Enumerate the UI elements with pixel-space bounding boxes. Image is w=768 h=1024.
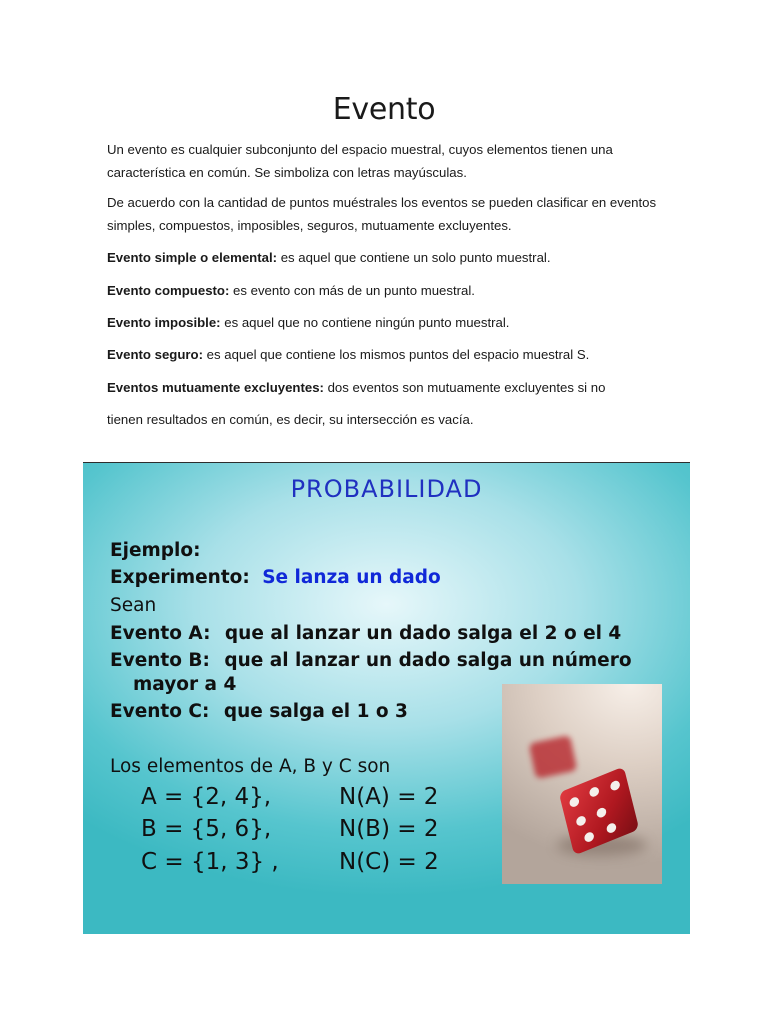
definition-text: es evento con más de un punto muestral. xyxy=(229,283,475,298)
experimento-value: Se lanza un dado xyxy=(262,567,441,588)
definition-text: es aquel que contiene un solo punto muestral. xyxy=(277,250,551,265)
set-a: A = {2, 4}, xyxy=(141,784,272,810)
page-title: Evento xyxy=(332,92,436,127)
definition-term: Eventos mutuamente excluyentes: xyxy=(107,380,324,395)
experimento-label: Experimento: xyxy=(110,567,250,588)
evento-b-text: que al lanzar un dado salga un número xyxy=(224,650,632,671)
definition-imposible xyxy=(107,312,667,335)
dice-photo xyxy=(502,684,662,884)
slide-experimento xyxy=(110,567,441,588)
cardinality-b: N(B) = 2 xyxy=(339,816,439,842)
evento-b-label: Evento B: xyxy=(110,650,210,671)
definition-term: Evento simple o elemental: xyxy=(107,250,278,265)
slide-sean: Sean xyxy=(110,595,157,616)
slide-ejemplo: Ejemplo: xyxy=(110,540,201,561)
definition-excluyentes-continuation: tienen resultados en común, es decir, su intersección es vacía. xyxy=(107,412,474,427)
cardinality-a: N(A) = 2 xyxy=(339,784,439,810)
definition-text: dos eventos son mutuamente excluyentes si no xyxy=(323,380,606,395)
definition-excluyentes xyxy=(107,377,667,400)
cardinality-c: N(C) = 2 xyxy=(339,849,439,875)
evento-c-text: que salga el 1 o 3 xyxy=(223,701,408,722)
definition-text: es aquel que no contiene ningún punto muestral. xyxy=(220,315,510,330)
definition-term: Evento seguro: xyxy=(107,347,203,362)
slide-evento-b-continuation: mayor a 4 xyxy=(133,674,237,695)
paragraph-classification: De acuerdo con la cantidad de puntos muéstrales los eventos se pueden clasificar en eventos simples, compuestos, imposibles, seguros, mutuamente excluyentes. xyxy=(107,195,657,233)
definition-term: Evento imposible: xyxy=(107,315,221,330)
paragraph-intro: Un evento es cualquier subconjunto del espacio muestral, cuyos elementos tienen una característica en común. Se simboliza con letras mayúsculas. xyxy=(107,142,613,180)
definition-text: es aquel que contiene los mismos puntos del espacio muestral S. xyxy=(203,347,590,362)
evento-a-text: que al lanzar un dado salga el 2 o el 4 xyxy=(224,623,622,644)
slide-title: PROBABILIDAD xyxy=(290,475,483,503)
definition-term: Evento compuesto: xyxy=(107,283,230,298)
evento-a-label: Evento A: xyxy=(110,623,211,644)
set-b: B = {5, 6}, xyxy=(141,816,272,842)
definition-seguro xyxy=(107,344,667,367)
slide-elementos: Los elementos de A, B y C son xyxy=(110,756,391,777)
blurred-die xyxy=(529,735,578,779)
slide-evento-c xyxy=(110,701,408,722)
slide-evento-a xyxy=(110,623,621,644)
definition-compuesto xyxy=(107,280,667,303)
set-c: C = {1, 3} , xyxy=(141,849,279,875)
evento-c-label: Evento C: xyxy=(110,701,210,722)
probability-slide-image xyxy=(83,462,690,934)
slide-evento-b xyxy=(110,650,632,671)
definition-simple xyxy=(107,247,667,270)
